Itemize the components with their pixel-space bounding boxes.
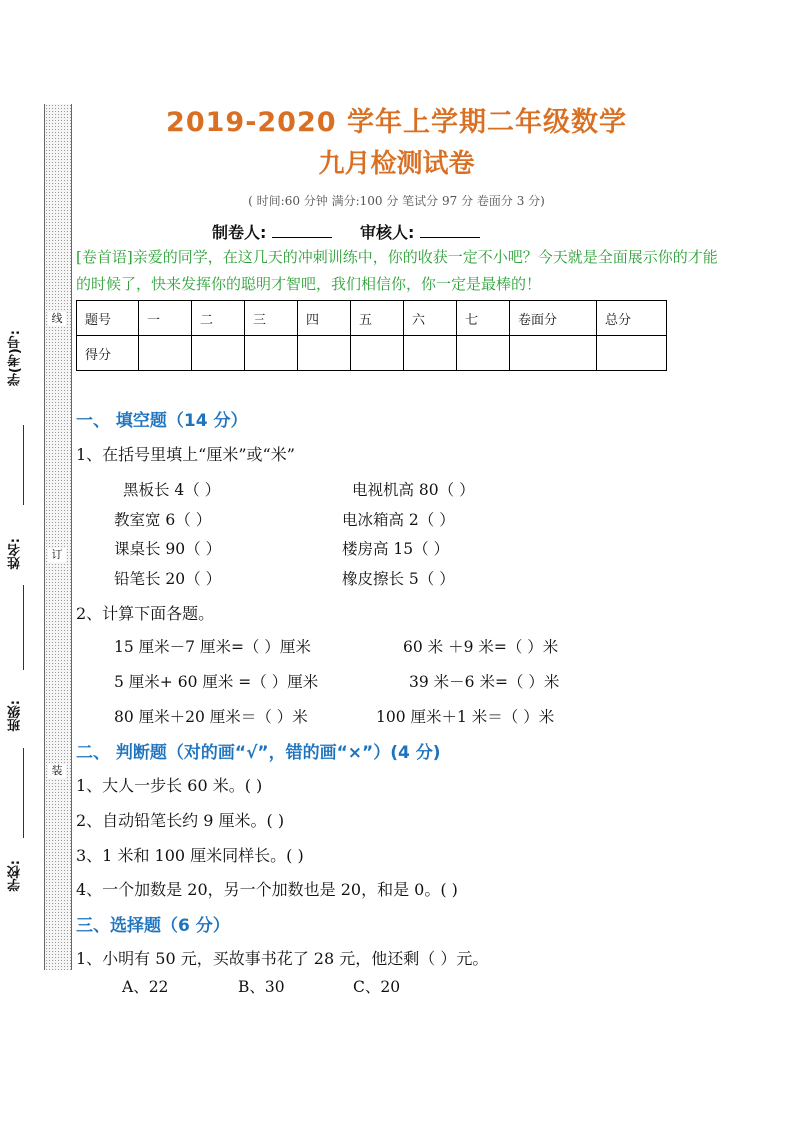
fill-item: 课桌长 90（ ）: [114, 540, 222, 558]
section3-heading: 三、选择题（6 分）: [76, 916, 230, 936]
score-cell: 总分: [597, 301, 667, 336]
side-line-name: [23, 585, 24, 670]
judge-item: 2、自动铅笔长约 9 厘米。( ): [76, 811, 285, 830]
fill-item: 教室宽 6（ ）: [114, 511, 212, 529]
score-cell-blank: [457, 336, 510, 371]
calc-item: 60 米 ＋9 米=（ ）米: [403, 638, 559, 656]
score-cell: 卷面分: [510, 301, 597, 336]
score-cell-blank: [351, 336, 404, 371]
calc-item: 15 厘米－7 厘米=（ ）厘米: [114, 638, 311, 656]
score-cell-blank: [192, 336, 245, 371]
side-line-class: [23, 748, 24, 838]
fill-item: 楼房高 15（ ）: [342, 540, 450, 558]
score-cell: 七: [457, 301, 510, 336]
score-table-score-row: [77, 336, 667, 371]
choice-option-c: C、20: [353, 978, 401, 996]
score-cell-blank: [245, 336, 298, 371]
score-cell: 六: [404, 301, 457, 336]
score-cell-blank: [404, 336, 457, 371]
exam-title: 2019-2020 学年上学期二年级数学: [166, 107, 627, 138]
side-field-student-id: 学(考)号:: [8, 330, 23, 387]
intro-text: 亲爱的同学，在这几天的冲刺训练中，你的收获一定不小吧？今天就是全面展示你的才能的时候了，快来发挥你的聪明才智吧，我们相信你，你一定是最棒的！: [76, 248, 718, 293]
exam-subtitle: 九月检测试卷: [318, 149, 475, 179]
side-line-student-id: [23, 425, 24, 505]
maker-blank: [272, 223, 332, 238]
intro-tag: [卷首语]: [76, 248, 133, 266]
maker-field: [212, 220, 332, 243]
maker-label: 制卷人:: [212, 223, 267, 242]
intro-paragraph: [76, 244, 726, 298]
score-cell: 四: [298, 301, 351, 336]
binding-pattern: [44, 104, 72, 970]
calc-item: 39 米－6 米=（ ）米: [409, 673, 560, 691]
binding-strip: [44, 104, 70, 970]
fill-item: 电冰箱高 2（ ）: [342, 511, 455, 529]
reviewer-blank: [420, 223, 480, 238]
calc-item: 5 厘米+ 60 厘米 =（ ）厘米: [114, 673, 319, 691]
binding-char-xian: 线: [48, 312, 66, 326]
section2-heading: 二、 判断题（对的画“√”，错的画“×”）(4 分): [76, 743, 441, 763]
score-cell: 题号: [77, 301, 139, 336]
binding-char-ding: 订: [48, 548, 66, 562]
fill-item: 电视机高 80（ ）: [352, 481, 475, 499]
score-table: [76, 300, 667, 371]
choice-option-a: A、22: [122, 978, 169, 996]
calc-item: 100 厘米＋1 米＝（ ）米: [376, 708, 555, 726]
score-cell-blank: [139, 336, 192, 371]
section1-heading: 一、 填空题（14 分）: [76, 411, 248, 431]
section1-q2-text: 2、计算下面各题。: [76, 604, 215, 623]
score-cell: 二: [192, 301, 245, 336]
judge-item: 3、1 米和 100 厘米同样长。( ): [76, 846, 304, 865]
score-cell-blank: [597, 336, 667, 371]
calc-item: 80 厘米＋20 厘米＝（ ）米: [114, 708, 308, 726]
side-field-class: 班级:: [8, 700, 23, 732]
score-cell-blank: [298, 336, 351, 371]
binding-char-zhuang: 装: [48, 764, 66, 778]
choice-question: 1、小明有 50 元，买故事书花了 28 元，他还剩（ ）元。: [76, 949, 489, 968]
side-field-school: 学校:: [8, 860, 23, 892]
score-cell-blank: [510, 336, 597, 371]
choice-option-b: B、30: [238, 978, 285, 996]
judge-item: 4、一个加数是 20，另一个加数也是 20，和是 0。( ): [76, 880, 458, 899]
fill-item: 黑板长 4（ ）: [123, 481, 221, 499]
fill-item: 橡皮擦长 5（ ）: [342, 570, 455, 588]
reviewer-label: 审核人:: [360, 223, 415, 242]
score-cell: 一: [139, 301, 192, 336]
score-table-header-row: [77, 301, 667, 336]
side-field-name: 姓名:: [8, 538, 23, 570]
score-cell: 三: [245, 301, 298, 336]
judge-item: 1、大人一步长 60 米。( ): [76, 776, 263, 795]
exam-info: ( 时间:60 分钟 满分:100 分 笔试分 97 分 卷面分 3 分): [248, 194, 545, 208]
fill-item: 铅笔长 20（ ）: [114, 570, 222, 588]
reviewer-field: [360, 220, 480, 243]
section1-q1-text: 1、在括号里填上“厘米”或“米”: [76, 445, 295, 464]
score-cell: 得分: [77, 336, 139, 371]
score-cell: 五: [351, 301, 404, 336]
